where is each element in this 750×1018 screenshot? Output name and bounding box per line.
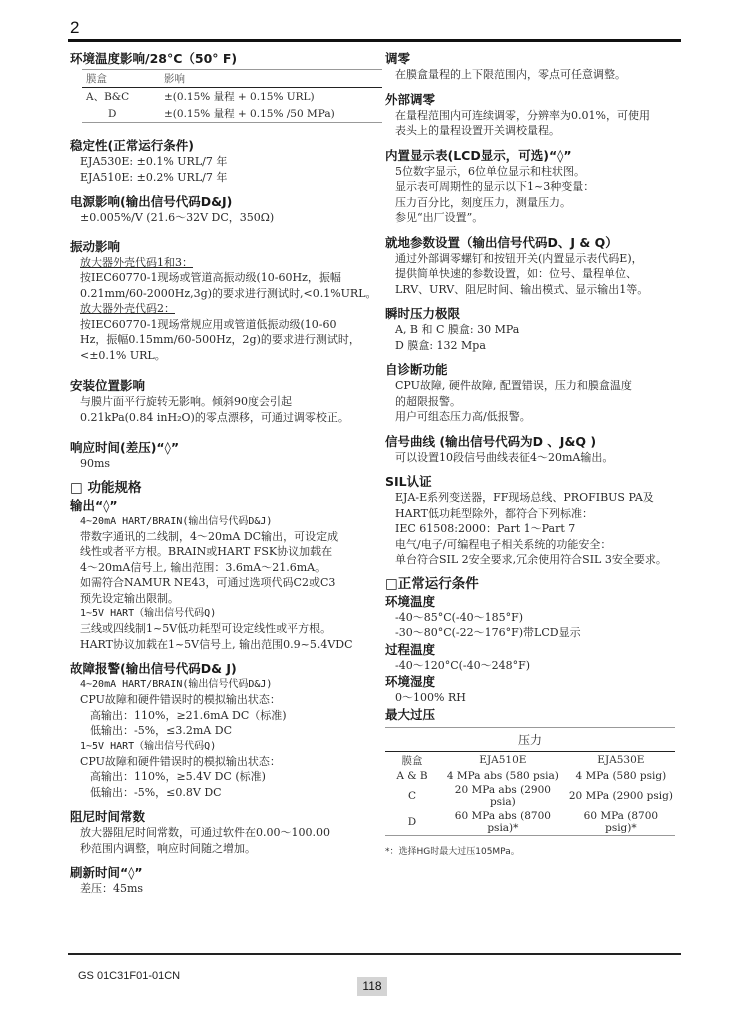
text-line: 压力百分比，刻度压力，测量压力。: [395, 195, 571, 209]
section-number: 2: [70, 18, 80, 37]
section-title: 过程温度: [385, 641, 436, 657]
text-line: 单台符合SIL 2安全要求,冗余使用符合SIL 3安全要求。: [395, 553, 667, 566]
local-param-section: [385, 234, 685, 298]
cell: C: [407, 789, 417, 802]
text-line: 低输出：-5%，≤3.2mA DC: [90, 724, 232, 737]
text-line: CPU故障, 硬件故障, 配置错误，压力和膜盒温度: [395, 379, 632, 392]
text-line: 显示表可周期性的显示以下1~3种变量：: [395, 180, 595, 193]
section-title: 故障报警(输出信号代码D& J): [70, 661, 237, 676]
section-title: 安装位置影响: [70, 378, 146, 393]
text-line: A, B 和 C 膜盒: 30 MPa: [395, 323, 520, 336]
right-column: [385, 50, 685, 857]
section-title: 阻尼时间常数: [70, 809, 146, 824]
col-header: EJA510E: [479, 754, 527, 766]
amb-temp-section: [385, 593, 685, 641]
text-line: EJA-E系列变送器，FF现场总线、PROFIBUS PA及: [395, 491, 654, 504]
signal-curve-section: [385, 433, 685, 466]
text-line: 差压：45ms: [80, 882, 144, 895]
output-mode: 1~5V HART（输出信号代码Q): [80, 608, 217, 619]
damping-section: [70, 808, 380, 856]
text-line: EJA530E: ±0.1% URL/7 年: [80, 155, 228, 168]
burst-section: [385, 305, 685, 353]
text-line: 秒范围内调整，响应时间随之增加。: [80, 841, 256, 855]
text-line: LRV、URV、阻尼时间、输出模式、显示输出1等。: [395, 282, 649, 296]
section-title: 就地参数设置（输出信号代码D、J & Q）: [385, 234, 618, 250]
vibration-section: [70, 238, 380, 364]
ext-zero-section: [385, 91, 685, 139]
text-line: CPU故障和硬件错误时的模拟输出状态：: [80, 754, 281, 768]
text-line: 90ms: [80, 457, 111, 470]
text-line: D 膜盒: 132 Mpa: [395, 338, 486, 352]
table-caption: 压力: [385, 727, 675, 751]
section-title: 稳定性(正常运行条件): [70, 138, 194, 153]
footnote: *：选择HG时最大过压105MPa。: [385, 846, 520, 857]
text-line: 用户可组态压力高/低报警。: [395, 410, 531, 423]
cell: 20 MPa (2900 psig): [568, 789, 673, 802]
text-line: 线性或者平方根。BRAIN或HART FSK协议加载在: [80, 545, 333, 558]
section-title: 电源影响(输出信号代码D&J): [70, 194, 233, 209]
output-mode: 4~20mA HART/BRAIN(输出信号代码D&J): [80, 679, 273, 690]
cell: 60 MPa abs (8700 psia)*: [454, 809, 551, 834]
text-line: 如需符合NAMUR NE43，可通过选项代码C2或C3: [80, 576, 336, 589]
text-line: 的超限报警。: [395, 394, 461, 408]
lcd-section: [385, 147, 685, 226]
output-section: [70, 497, 380, 653]
section-title: 环境温度: [385, 593, 436, 609]
section-title: 自诊断功能: [385, 362, 448, 377]
cell: 4 MPa abs (580 psia): [446, 769, 559, 782]
col-header: 膜盒: [401, 754, 423, 767]
power-supply-section: [70, 193, 380, 226]
text-line: -40～120°C(-40～248°F): [395, 658, 531, 672]
cell: 60 MPa (8700 psig)*: [583, 809, 659, 834]
section-title: 信号曲线 (输出信号代码为D 、J&Q ): [385, 433, 597, 449]
section-title: 调零: [385, 51, 411, 66]
table-row: [82, 105, 382, 123]
text-line: 可以设置10段信号曲线表征4～20mA输出。: [395, 450, 614, 464]
text-line: 参见“出厂设置”。: [395, 211, 484, 224]
text-line: Hz，振幅0.15mm/60-500Hz，2g)的要求进行测试时，: [80, 333, 360, 346]
section-title: 内置显示表(LCD显示，可选)“◊”: [385, 147, 572, 163]
cell: ±(0.15% 量程 + 0.15% /50 MPa): [164, 108, 335, 120]
col-header: 膜盒: [82, 70, 160, 88]
section-title: 输出“◊”: [70, 497, 118, 513]
text-line: 0.21mm/60-2000Hz,3g)的要求进行测试时,<0.1%URL。: [80, 286, 377, 300]
col-header: EJA530E: [597, 754, 645, 766]
update-time-section: [70, 864, 380, 897]
table-row: [82, 88, 382, 106]
text-line: 在量程范围内可连续调零，分辨率为0.01%，可使用: [395, 108, 650, 122]
text-line: 预先设定输出限制。: [80, 591, 179, 605]
cell: ±(0.15% 量程 + 0.15% URL): [164, 91, 315, 103]
proc-temp-section: [385, 641, 685, 674]
text-line: 通过外部调零螺钉和按钮开关(内置显示表代码E)，: [395, 251, 643, 265]
text-line: 表头上的量程设置开关调校量程。: [395, 124, 560, 137]
text-line: ±0.005%/V (21.6～32V DC，350Ω): [80, 211, 275, 224]
text-line: 电气/电子/可编程电子相关系统的功能安全：: [395, 537, 612, 551]
text-line: -30～80°C(-22～176°F)带LCD显示: [395, 626, 581, 639]
text-line: 在膜盒量程的上下限范围内，零点可任意调整。: [395, 68, 626, 81]
text-line: 放大器阻尼时间常数，可通过软件在0.00～100.00: [80, 826, 330, 839]
table-row: [385, 809, 675, 836]
section-title: 环境湿度: [385, 674, 436, 689]
response-time-section: [70, 439, 380, 472]
humidity-section: [385, 673, 685, 706]
text-line: CPU故障和硬件错误时的模拟输出状态：: [80, 693, 281, 706]
section-title: 振动影响: [70, 238, 121, 254]
text-line: HART协议加载在1~5V信号上, 输出范围0.9~5.4VDC: [80, 637, 353, 651]
document-id: GS 01C31F01-01CN: [78, 970, 181, 982]
text-line: EJA510E: ±0.2% URL/7 年: [80, 170, 228, 184]
section-title: 刷新时间“◊”: [70, 865, 143, 880]
stability-section: [70, 137, 380, 185]
table-row: [385, 783, 675, 809]
left-column: [70, 50, 380, 905]
section-title: 瞬时压力极限: [385, 306, 461, 321]
text-line: HART低功耗型除外，都符合下列标准：: [395, 506, 593, 520]
failure-alarm-section: [70, 660, 380, 800]
section-title: SIL认证: [385, 474, 432, 489]
text-line: 按IEC60770-1现场常规应用或管道低振动级(10-60: [80, 317, 337, 331]
text-line: 带数字通讯的二线制，4～20mA DC输出，可设定成: [80, 529, 339, 543]
cell: D: [407, 815, 417, 828]
text-line: 高输出：110%，≥5.4V DC (标准): [90, 770, 266, 783]
cell: A、B&C: [86, 91, 130, 103]
col-header: 影响: [160, 70, 382, 88]
sil-section: [385, 473, 685, 568]
subheading: 放大器外壳代码2：: [80, 302, 175, 315]
ambient-temp-table: [82, 69, 382, 123]
cell: D: [108, 107, 117, 120]
text-line: 4～20mA信号上, 输出范围：3.6mA～21.6mA。: [80, 560, 327, 574]
text-line: 按IEC60770-1现场或管道高振动级(10-60Hz，振幅: [80, 271, 341, 284]
mounting-section: [70, 377, 380, 425]
functional-spec-heading: □ 功能规格: [70, 479, 142, 496]
text-line: 低输出：-5%，≤0.8V DC: [90, 785, 222, 799]
text-line: 三线或四线制1~5V低功耗型可设定线性或平方根。: [80, 622, 332, 635]
output-mode: 1~5V HART（输出信号代码Q): [80, 740, 217, 752]
overpressure-section: [385, 706, 685, 857]
page-number: 118: [357, 977, 387, 996]
subheading: 放大器外壳代码1和3：: [80, 255, 193, 269]
text-line: 与膜片面平行旋转无影响。倾斜90度会引起: [80, 395, 292, 408]
cell: 20 MPa abs (2900 psia): [454, 783, 551, 808]
functional-spec-heading-wrap: [70, 480, 380, 497]
text-line: 高输出：110%，≥21.6mA DC（标准): [90, 708, 287, 722]
text-line: <±0.1% URL。: [80, 348, 166, 362]
zero-section: [385, 50, 685, 83]
text-line: -40～85°C(-40～185°F): [395, 610, 524, 624]
normal-op-heading: □正常运行条件: [385, 575, 479, 592]
section-title: 最大过压: [385, 706, 436, 722]
ambient-temp-section: [70, 50, 380, 123]
cell: A & B: [396, 769, 428, 782]
self-diag-section: [385, 361, 685, 425]
text-line: 0.21kPa(0.84 inH₂O)的零点漂移，可通过调零校正。: [80, 410, 349, 424]
section-title: 响应时间(差压)“◊”: [70, 440, 180, 455]
section-title: 外部调零: [385, 91, 436, 107]
text-line: 提供简单快速的参数设置，如：位号、量程单位、: [395, 267, 637, 280]
header-rule: [68, 39, 681, 42]
text-line: 0～100% RH: [395, 691, 466, 704]
overpressure-table: [385, 727, 675, 836]
text-line: IEC 61508:2000：Part 1～Part 7: [395, 522, 576, 535]
cell: 4 MPa (580 psig): [575, 769, 667, 782]
output-mode: 4~20mA HART/BRAIN(输出信号代码D&J): [80, 515, 273, 527]
footer-rule: [68, 953, 681, 955]
section-title: 环境温度影响/28°C（50° F): [70, 51, 238, 66]
table-row: [385, 769, 675, 783]
text-line: 5位数字显示，6位单位显示和柱状图。: [395, 164, 585, 178]
